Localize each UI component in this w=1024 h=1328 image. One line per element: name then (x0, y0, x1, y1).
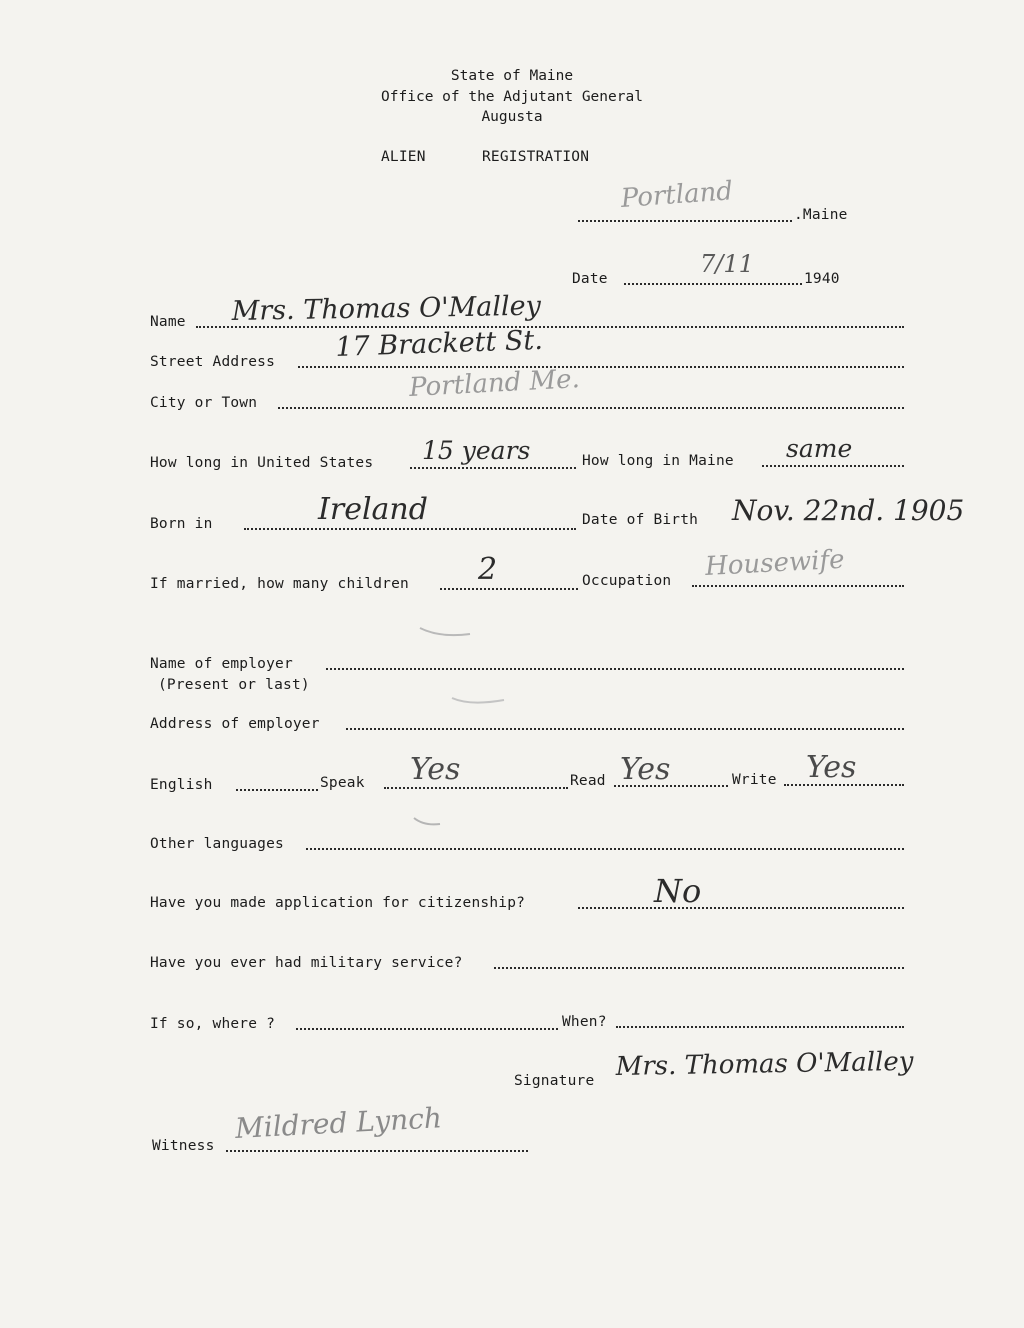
born-in-label: Born in (150, 516, 213, 532)
english-dots (236, 777, 318, 791)
where-label: If so, where ? (150, 1016, 276, 1032)
write-handwriting: Yes (806, 750, 857, 785)
military-dots (494, 955, 904, 969)
name-handwriting: Mrs. Thomas O'Malley (231, 290, 542, 327)
dob-handwriting: Nov. 22nd. 1905 (732, 494, 965, 527)
children-handwriting: 2 (478, 552, 498, 587)
when-dots (616, 1014, 904, 1028)
citizenship-dots (578, 895, 904, 909)
when-label: When? (562, 1014, 607, 1030)
header-state: State of Maine (450, 68, 574, 84)
street-label: Street Address (150, 354, 276, 370)
employer-name-sublabel: (Present or last) (158, 677, 310, 693)
street-handwriting: 17 Brackett St. (334, 324, 544, 363)
date-handwriting: 7/11 (700, 250, 754, 278)
children-dots (440, 576, 578, 590)
date-label: Date (572, 271, 608, 287)
form-title-alien: ALIEN (381, 149, 426, 165)
how-long-us-handwriting: 15 years (422, 436, 531, 465)
read-handwriting: Yes (620, 752, 671, 787)
date-year: 1940 (804, 271, 840, 287)
employer-address-label: Address of employer (150, 716, 320, 732)
how-long-us-label: How long in United States (150, 455, 374, 471)
born-in-handwriting: Ireland (318, 492, 428, 527)
citizenship-handwriting: No (654, 872, 702, 910)
where-dots (296, 1016, 558, 1030)
other-languages-dots (306, 836, 904, 850)
signature-handwriting: Mrs. Thomas O'Malley (615, 1046, 914, 1082)
how-long-me-handwriting: same (786, 434, 853, 463)
name-label: Name (150, 314, 186, 330)
how-long-me-label: How long in Maine (582, 453, 734, 469)
employer-name-label: Name of employer (150, 656, 293, 672)
location-dots (578, 208, 792, 222)
speak-label: Speak (320, 775, 365, 791)
citizenship-label: Have you made application for citizenship? (150, 895, 526, 911)
other-languages-label: Other languages (150, 836, 284, 852)
write-label: Write (732, 772, 777, 788)
children-label: If married, how many children (150, 576, 409, 592)
military-label: Have you ever had military service? (150, 955, 463, 971)
header-city: Augusta (481, 109, 543, 125)
stray-marks (400, 600, 540, 840)
signature-label: Signature (514, 1073, 595, 1089)
witness-handwriting: Mildred Lynch (234, 1101, 443, 1145)
location-suffix: .Maine (794, 207, 848, 223)
occupation-handwriting: Housewife (704, 544, 846, 582)
dob-label: Date of Birth (582, 512, 699, 528)
witness-label: Witness (152, 1138, 215, 1154)
occupation-label: Occupation (582, 573, 672, 589)
english-label: English (150, 777, 213, 793)
header-office: Office of the Adjutant General (381, 89, 643, 105)
city-handwriting: Portland Me. (408, 364, 581, 403)
read-label: Read (570, 773, 606, 789)
city-dots (278, 395, 904, 409)
form-title-registration: REGISTRATION (482, 149, 590, 165)
location-city-handwriting: Portland (619, 176, 734, 214)
city-label: City or Town (150, 395, 258, 411)
speak-handwriting: Yes (410, 752, 461, 787)
